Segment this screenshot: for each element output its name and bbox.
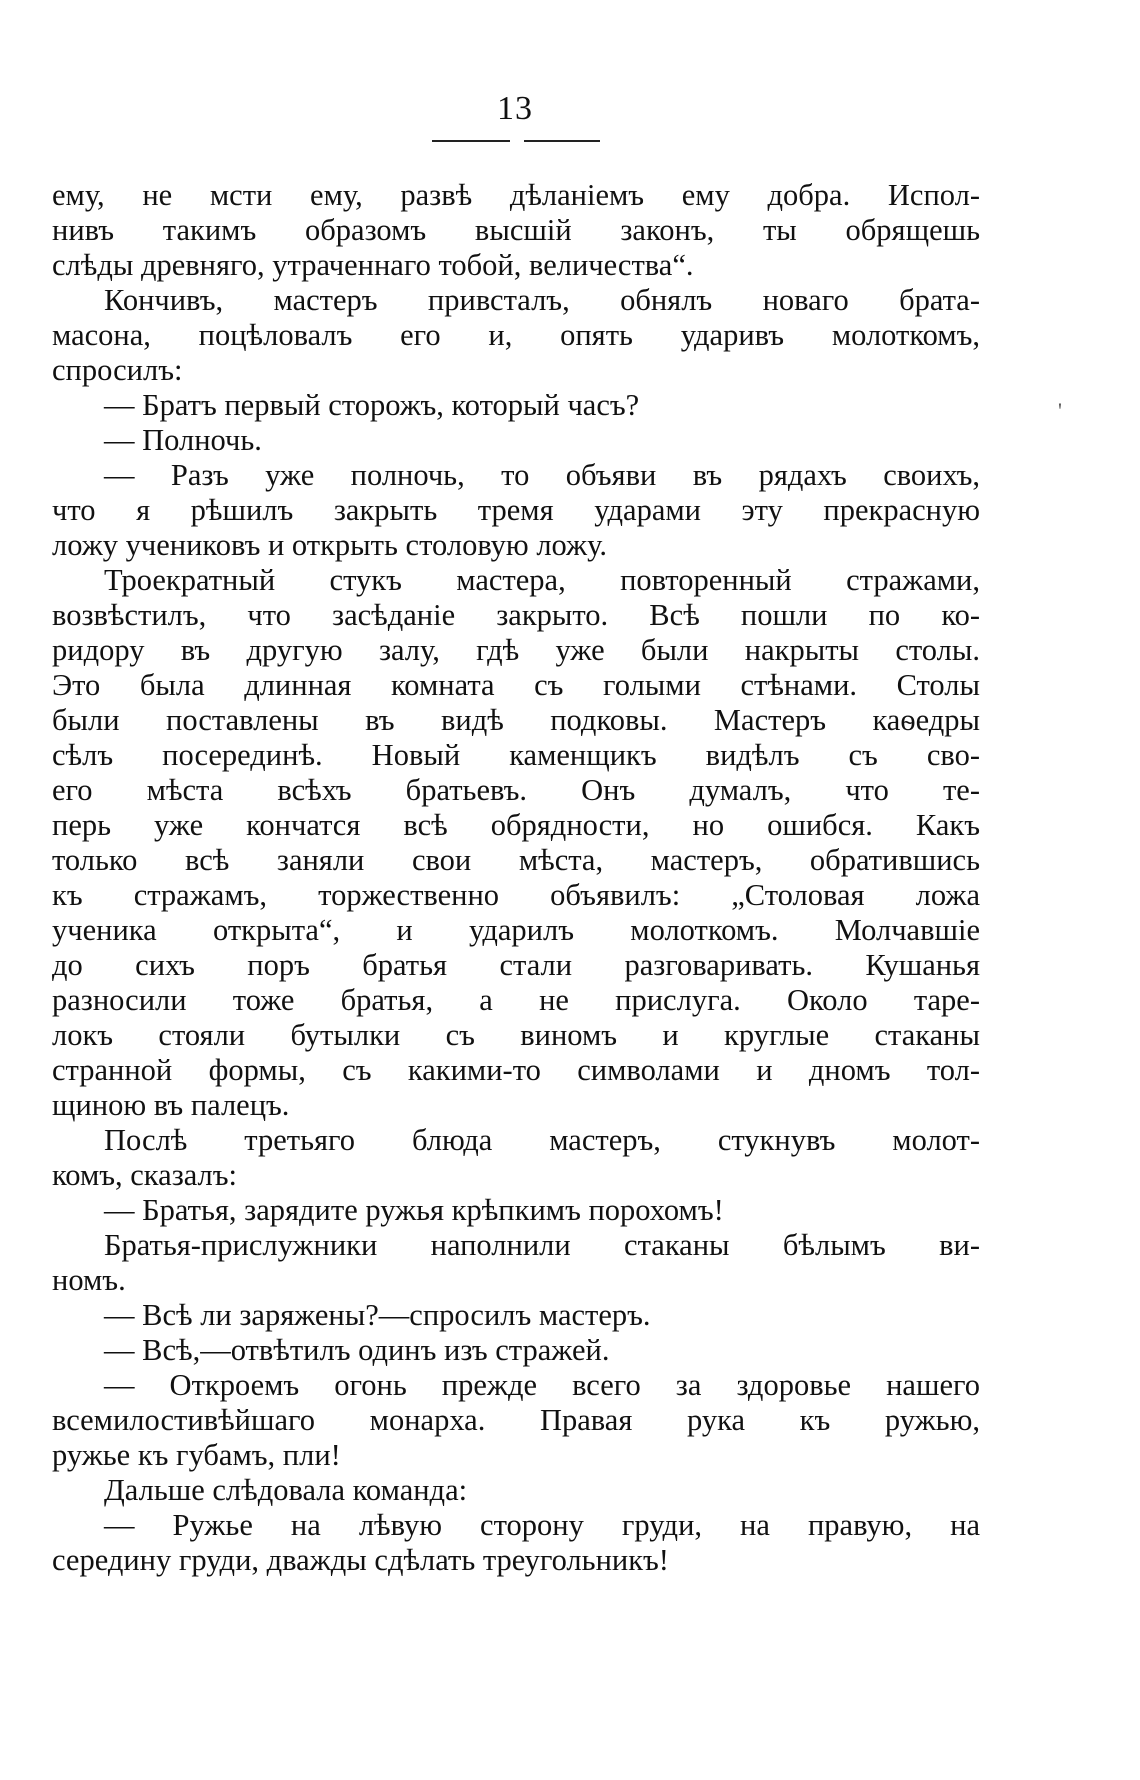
text-line: перь уже кончатся всѣ обрядности, но ошибся. Какъ [52, 808, 980, 842]
text-line: къ стражамъ, торжественно объявилъ: „Столовая ложа [52, 878, 980, 912]
text-line: ему, не мсти ему, развѣ дѣланіемъ ему добра. Испол- [52, 178, 980, 212]
text-line: — Ружье на лѣвую сторону груди, на правую, на [104, 1508, 980, 1542]
text-line: — Братья, зарядите ружья крѣпкимъ порохомъ! [104, 1193, 724, 1227]
text-line: — Всѣ ли заряжены?—спросилъ мастеръ. [104, 1298, 651, 1332]
margin-mark: ' [1058, 398, 1062, 423]
text-line: Троекратный стукъ мастера, повторенный стражами, [104, 563, 980, 597]
text-line: середину груди, дважды сдѣлать треугольникъ! [52, 1543, 669, 1577]
header-rule [432, 140, 600, 142]
text-line: — Полночь. [104, 423, 262, 457]
text-line: что я рѣшилъ закрыть тремя ударами эту прекрасную [52, 493, 980, 527]
body-text [52, 178, 980, 1578]
text-line: сѣлъ посерединѣ. Новый каменщикъ видѣлъ съ сво- [52, 738, 980, 772]
text-line: Это была длинная комната съ голыми стѣнами. Столы [52, 668, 980, 702]
text-line: ученика открыта“, и ударилъ молоткомъ. Молчавшіе [52, 913, 980, 947]
text-line: Кончивъ, мастеръ привсталъ, обнялъ новаго брата- [104, 283, 980, 317]
text-line: только всѣ заняли свои мѣста, мастеръ, обратившись [52, 843, 980, 877]
text-line: масона, поцѣловалъ его и, опять ударивъ молоткомъ, [52, 318, 980, 352]
page-number: 13 [497, 90, 533, 127]
text-line: возвѣстилъ, что засѣданіе закрыто. Всѣ пошли по ко- [52, 598, 980, 632]
text-line: — Откроемъ огонь прежде всего за здоровье нашего [104, 1368, 980, 1402]
text-line: ложу учениковъ и открыть столовую ложу. [52, 528, 607, 562]
text-line: всемилостивѣйшаго монарха. Правая рука къ ружью, [52, 1403, 980, 1437]
text-line: — Братъ первый сторожъ, который часъ? [104, 388, 640, 422]
text-line: до сихъ поръ братья стали разговаривать. Кушанья [52, 948, 980, 982]
text-line: слѣды древняго, утраченнаго тобой, величества“. [52, 248, 694, 282]
text-line: разносили тоже братья, а не прислуга. Около таре- [52, 983, 980, 1017]
text-line: ружье къ губамъ, пли! [52, 1438, 341, 1472]
text-line: комъ, сказалъ: [52, 1158, 238, 1192]
text-line: его мѣста всѣхъ братьевъ. Онъ думалъ, что те- [52, 773, 980, 807]
text-line: нивъ такимъ образомъ высшій законъ, ты обрящешь [52, 213, 980, 247]
text-line: спросилъ: [52, 353, 183, 387]
text-line: — Разъ уже полночь, то объяви въ рядахъ своихъ, [104, 458, 980, 492]
text-line: Послѣ третьяго блюда мастеръ, стукнувъ молот- [104, 1123, 980, 1157]
text-line: щиною въ палецъ. [52, 1088, 290, 1122]
text-line: странной формы, съ какими-то символами и дномъ тол- [52, 1053, 980, 1087]
text-line: ридору въ другую залу, гдѣ уже были накрыты столы. [52, 633, 980, 667]
text-line: были поставлены въ видѣ подковы. Мастеръ каѳедры [52, 703, 980, 737]
text-line: локъ стояли бутылки съ виномъ и круглые стаканы [52, 1018, 980, 1052]
text-line: Братья-прислужники наполнили стаканы бѣлымъ ви- [104, 1228, 980, 1262]
text-line: Дальше слѣдовала команда: [104, 1473, 468, 1507]
text-line: — Всѣ,—отвѣтилъ одинъ изъ стражей. [104, 1333, 610, 1367]
text-line: номъ. [52, 1263, 126, 1297]
